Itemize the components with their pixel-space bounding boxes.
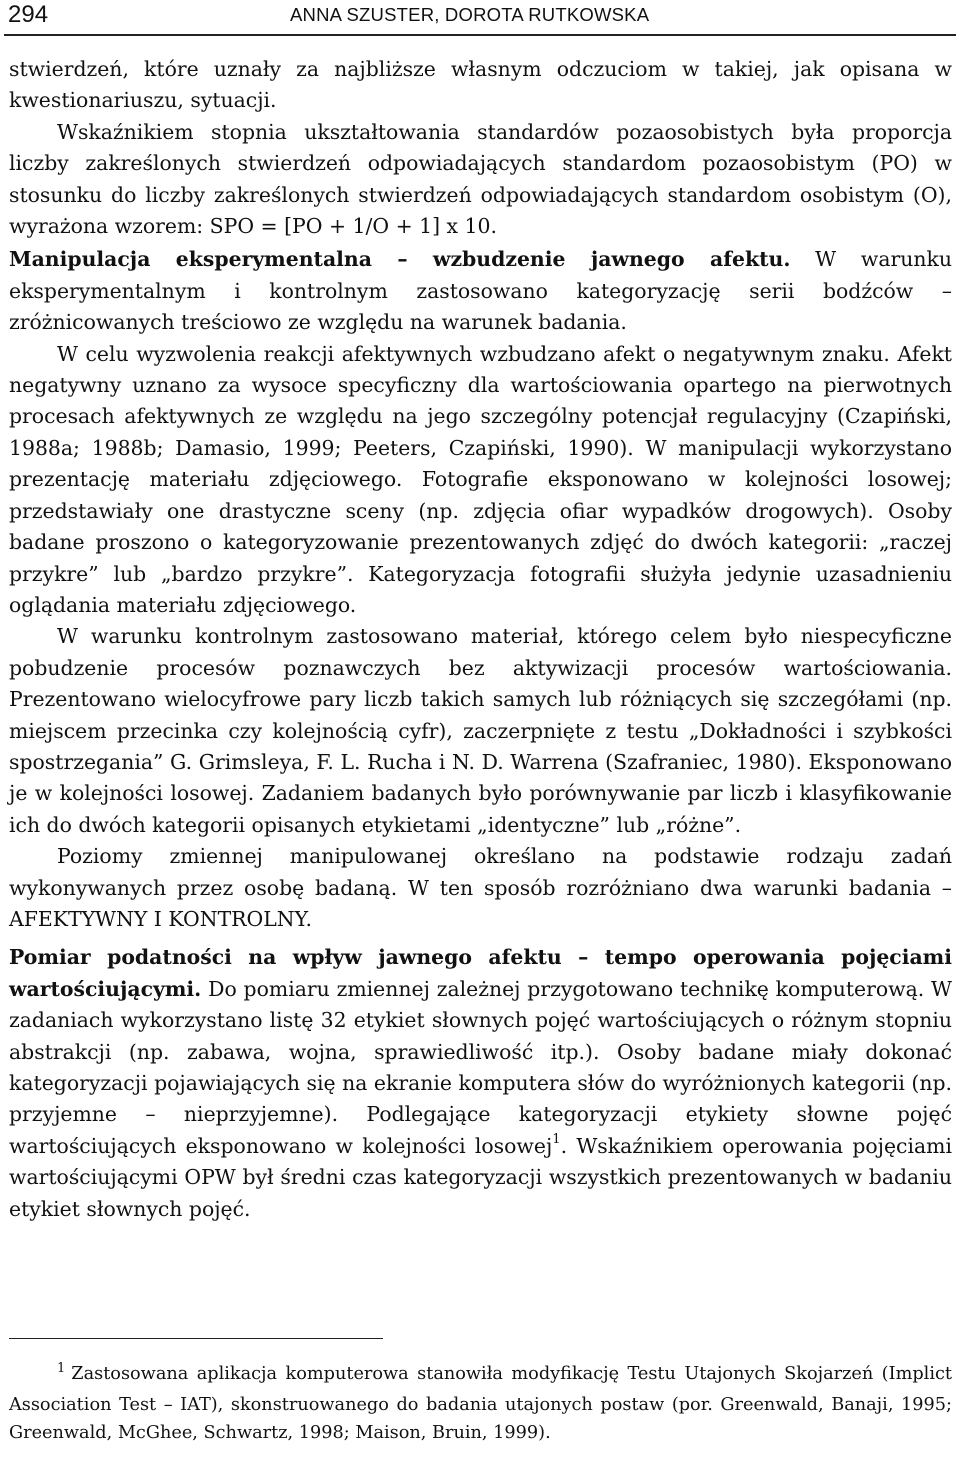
body-text [9, 54, 952, 1225]
paragraph-continuation: stwierdzeń, które uznały za najbliższe własnym odczuciom w takiej, jak opisana w kwestionariuszu, sytuacji. [9, 57, 952, 113]
footnote-reference[interactable]: 1 [552, 1132, 561, 1148]
page-header [0, 0, 960, 34]
running-head: ANNA SZUSTER, DOROTA RUTKOWSKA [290, 4, 650, 25]
page-number: 294 [8, 1, 49, 28]
paragraph-levels: Poziomy zmiennej manipulowanej określano na podstawie rodzaju zadań wykonywanych przez osobę badaną. W ten sposób rozróżniano dwa warunki badania – AFEKTYWNY I KONTROLNY. [9, 844, 952, 931]
section-heading-measurement: Pomiar podatności na wpływ jawnego afektu – tempo operowania pojęciami wartościującymi. [9, 945, 952, 1001]
paragraph-manipulation-text: W warunku eksperymentalnym i kontrolnym zastosowano kategoryzację serii bodźców – zróżnicowanych treściowo ze względu na warunek badania. [9, 247, 952, 335]
paragraph-manipulation [9, 244, 952, 338]
paragraph-spo-text: Wskaźnikiem stopnia ukształtowania standardów pozaosobistych była proporcja liczby zakreślonych stwierdzeń odpowiadających standardom pozaosobistym (PO) w stosunku do liczby zakreślonych stwierdzeń odpowiadających standardom osobistym (O), wyrażona wzorem: SPO = [PO + 1/O + 1] x 10. [9, 119, 952, 239]
footnote-text: Zastosowana aplikacja komputerowa stanowiła modyfikację Testu Utajonych Skojarzeń (Implict Association Test – IAT), skonstruowanego do badania utajonych postaw (por. Greenwald, Banaji, 1995; Greenwald, McGhee, Schwartz, 1998; Maison, Bruin, 1999). [9, 1364, 952, 1444]
paragraph-measurement-text-b: . Wskaźnikiem operowania pojęciami wartościującymi OPW był średni czas kategoryzacji wszystkich prezentowanych w badaniu etykiet słownych pojęć. [9, 1133, 952, 1221]
paragraph-measurement-text-a: Do pomiaru zmiennej zależnej przygotowano technikę komputerową. W zadaniach wykorzystano listę 32 etykiet słownych pojęć wartościujących o różnym stopniu abstrakcji (np. zabawa, wojna, sprawiedliwość itp.). Osoby badane miały dokonać kategoryzacji pojawiających się na ekranie komputera słów do wyróżnionych kategorii (np. przyjemne – nieprzyjemne). Podlegające kategoryzacji etykiety słowne pojęć wartościujących eksponowano w kolejności losowej [9, 976, 952, 1158]
paragraph-spo-formula [9, 117, 952, 243]
paragraph-negative-affect: W celu wyzwolenia reakcji afektywnych wzbudzano afekt o negatywnym znaku. Afekt negatywny uznano za wysoce specyficzny dla wartościowania opartego na pierwotnych procesach afektywnych ze względu na jego szczególny potencjał regulacyjny (Czapiński, 1988a; 1988b; Damasio, 1999; Peeters, Czapiński, 1990). W manipulacji wykorzystano prezentację materiału zdjęciowego. Fotografie eksponowano w kolejności losowej; przedstawiały one drastyczne sceny (np. zdjęcia ofiar wypadków drogowych). Osoby badane proszono o kategoryzowanie prezentowanych zdjęć do dwóch kategorii: „raczej przykre” lub „bardzo przykre”. Kategoryzacja fotografii służyła jedynie uzasadnieniu oglądania materiału zdjęciowego. [9, 341, 952, 617]
footnote-mark: 1 [57, 1361, 66, 1376]
footnote-rule [9, 1338, 383, 1339]
header-rule [4, 34, 956, 36]
paragraph-control-condition: W warunku kontrolnym zastosowano materiał, którego celem było niespecyficzne pobudzenie procesów poznawczych bez aktywizacji procesów wartościowania. Prezentowano wielocyfrowe pary liczb takich samych lub różniących się szczegółami (np. miejscem przecinka czy kolejnością cyfr), zaczerpnięte z testu „Dokładności i szybkości spostrzegania” G. Grimsleya, F. L. Rucha i N. D. Warrena (Szafraniec, 1980). Eksponowano je w kolejności losowej. Zadaniem badanych było porównywanie par liczb i klasyfikowanie ich do dwóch kategorii opisanych etykietami „identyczne” lub „różne”. [9, 624, 952, 837]
paragraph-measurement [9, 942, 952, 1225]
footnote [9, 1360, 952, 1448]
section-heading-manipulation: Manipulacja eksperymentalna – wzbudzenie jawnego afektu. [9, 247, 791, 272]
